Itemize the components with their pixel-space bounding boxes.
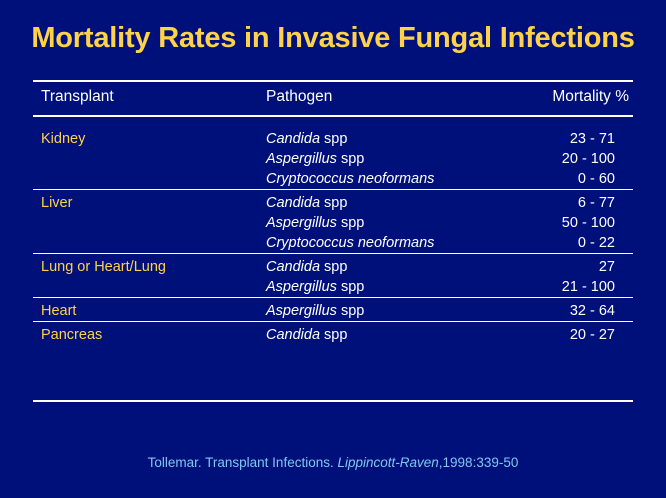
pathogen-genus: Aspergillus (266, 279, 337, 295)
table-row (33, 190, 633, 214)
cell-pathogen (258, 169, 498, 190)
cell-transplant: Lung or Heart/Lung (33, 254, 258, 278)
table-row (33, 149, 633, 169)
cell-pathogen (258, 277, 498, 298)
pathogen-genus: Candida (266, 259, 321, 275)
cell-pathogen (258, 233, 498, 254)
pathogen-qualifier: spp (336, 279, 365, 295)
pathogen-qualifier: spp (336, 215, 365, 231)
citation-suffix: ,1998:339-50 (438, 455, 519, 470)
cell-pathogen (258, 213, 498, 233)
pathogen-genus: Candida (266, 327, 321, 343)
cell-mortality: 23 - 71 (569, 131, 615, 147)
cell-mortality: 0 - 60 (577, 171, 615, 187)
page-title: Mortality Rates in Invasive Fungal Infections (31, 22, 635, 54)
pathogen-genus: Candida (266, 195, 321, 211)
pathogen-genus: Candida (266, 131, 321, 147)
table-body (33, 116, 633, 345)
cell-mortality: 32 - 64 (498, 298, 633, 322)
cell-transplant (33, 213, 258, 233)
cell-pathogen (258, 116, 498, 149)
pathogen-genus: Aspergillus (266, 151, 337, 167)
pathogen-qualifier: spp (320, 131, 348, 147)
cell-mortality: 50 - 100 (561, 215, 615, 231)
mortality-table-container (33, 80, 633, 345)
cell-transplant (33, 169, 258, 190)
pathogen-qualifier: spp (336, 151, 365, 167)
pathogen-qualifier: spp (336, 303, 365, 319)
table-row (33, 116, 633, 149)
pathogen-qualifier: spp (320, 327, 348, 343)
mortality-table (33, 80, 633, 345)
cell-transplant: Pancreas (33, 322, 258, 346)
pathogen-genus: Cryptococcus neoformans (266, 235, 435, 251)
table-row (33, 277, 633, 298)
pathogen-qualifier: spp (320, 259, 348, 275)
citation (0, 455, 666, 470)
table-row (33, 254, 633, 278)
cell-transplant: Kidney (41, 131, 86, 147)
pathogen-genus: Cryptococcus neoformans (266, 171, 435, 187)
cell-mortality: 20 - 100 (561, 151, 615, 167)
pathogen-genus: Aspergillus (266, 215, 337, 231)
cell-transplant (33, 277, 258, 298)
table-bottom-divider (33, 400, 633, 402)
cell-transplant (33, 149, 258, 169)
table-row (33, 298, 633, 322)
cell-mortality: 6 - 77 (498, 190, 633, 214)
pathogen-qualifier: spp (320, 195, 348, 211)
cell-pathogen (258, 254, 498, 278)
cell-mortality: 27 (498, 254, 633, 278)
citation-journal: Lippincott-Raven (337, 455, 439, 470)
column-header-mortality: Mortality % (498, 81, 633, 116)
table-header-row (33, 81, 633, 116)
cell-pathogen (258, 149, 498, 169)
citation-prefix: Tollemar. Transplant Infections. (147, 455, 338, 470)
column-header-pathogen: Pathogen (258, 81, 498, 116)
cell-mortality: 21 - 100 (561, 279, 615, 295)
cell-pathogen (258, 190, 498, 214)
cell-pathogen (258, 298, 498, 322)
column-header-transplant: Transplant (33, 81, 258, 116)
table-row (33, 169, 633, 190)
table-row (33, 213, 633, 233)
table-row (33, 233, 633, 254)
cell-transplant: Heart (33, 298, 258, 322)
cell-mortality: 0 - 22 (577, 235, 615, 251)
cell-mortality: 20 - 27 (498, 322, 633, 346)
pathogen-genus: Aspergillus (266, 303, 337, 319)
table-row (33, 322, 633, 346)
cell-transplant: Liver (33, 190, 258, 214)
table-header (33, 81, 633, 116)
cell-transplant (33, 233, 258, 254)
cell-pathogen (258, 322, 498, 346)
